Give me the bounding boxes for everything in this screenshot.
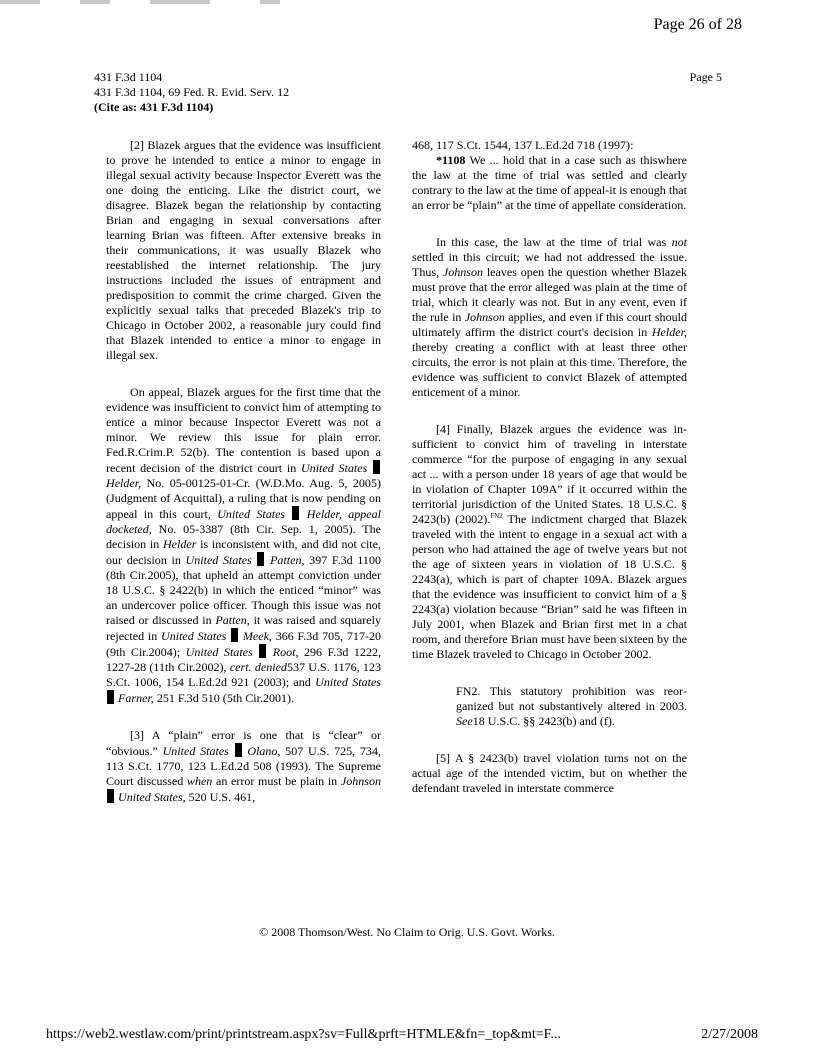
- cite-line-2: 431 F.3d 1104, 69 Fed. R. Evid. Serv. 12: [94, 85, 290, 99]
- paragraph: On appeal, Blazek argues for the first time that the evidence was insufficient to convict him of attempting to entice a minor because Inspector Everett was not a minor. We review this issue for plain error. Fed.R.Crim.P. 52(b). The contention is based upon a recent decision of the district court in United States Helder, No. 05-00125-01-Cr. (W.D.Mo. Aug. 5, 2005) (Judgment of Acquittal), a ruling that is now pending on appeal in this court, United States Helder, appeal docketed, No. 05-3387 (8th Cir. Sep. 1, 2005). The decision in Helder is inconsistent with, and did not cite, our decision in United States Patten, 397 F.3d 1100 (8th Cir.2005), that upheld an attempt conviction under 18 U.S.C. § 2422(b) in which the enticed “minor” was an undercover police officer. Though this issue was not raised or discussed in Patten, it was raised and squarely rejected in United States Meek, 366 F.3d 705, 717-20 (9th Cir.2004); United States Root, 296 F.3d 1222, 1227-28 (11th Cir.2002), cert. denied537 U.S. 1176, 123 S.Ct. 1006, 154 L.Ed.2d 921 (2003); and United States Farner, 251 F.3d 510 (5th Cir.2001).: [106, 385, 382, 705]
- cite-line-1: 431 F.3d 1104: [94, 70, 163, 84]
- paragraph: [5] A § 2423(b) travel violation turns not on the actual age of the intended victim, but on whether the defendant traveled in interstate commerce: [412, 751, 687, 795]
- right-column: [412, 138, 687, 796]
- paragraph: [2] Blazek argues that the evidence was insufficient to prove he intended to entice a minor to engage in illegal sexual activity because Inspector Everett was the one doing the enticing. Like the district court, we disagree. Blazek began the relationship by contacting Brian and engaging in sexual conversations after learning Brian was fifteen. After extensive breaks in their communications, it was usually Blazek who reestablished the internet relationship. The jury instructions included the issues of entrapment and predisposition to commit the crime charged. Given the explicitly sexual talks that preceded Blazek's trip to Chicago in October 2002, a reasonable jury could find that Blazek intended to entice a minor to engage in illegal sex.: [106, 138, 381, 362]
- block-quote: *1108 We ... hold that in a case such as thiswhere the law at the time of trial was settled and clearly contrary to the law at the time of appeal-it is enough that an error be “plain” at the time of appellate consideration.: [412, 153, 687, 212]
- cite-as: (Cite as: 431 F.3d 1104): [94, 100, 214, 114]
- redaction-mark: [231, 628, 238, 642]
- redaction-mark: [235, 743, 242, 757]
- paragraph: [4] Finally, Blazek argues the evidence was insufficient to convict him of traveling in interstate commerce “for the purpose of engaging in any sexual act ... with a person under 18 years of age that would be in violation of Chapter 109A” if it occurred within the territorial jurisdiction of the United States. 18 U.S.C. § 2423(b) (2002).$^{FN2}$ The indictment charged that Blazek traveled with the intent to engage in a sexual act with a person who had attained the age of twelve years but not the age of sixteen years in violation of 18 U.S.C. § 2243(a), which is part of chapter 109A. Blazek argues that the evidence was insufficient to convict him of a § 2243(a) violation because “Brian” said he was fifteen in July 2001, when Blazek and Brian first met in a chat room, and therefore Brian must have been sixteen by the time Blazek traveled to Chicago in October 2002.: [412, 422, 688, 661]
- redaction-mark: [107, 690, 114, 704]
- redaction-mark: [257, 552, 264, 566]
- print-url[interactable]: https://web2.westlaw.com/print/printstream.aspx?sv=Full&prft=HTMLE&fn=_top&mt=F...: [46, 1027, 561, 1042]
- left-column: [106, 138, 381, 805]
- redaction-mark: [259, 644, 266, 658]
- paragraph: 468, 117 S.Ct. 1544, 137 L.Ed.2d 718 (1997):: [412, 138, 634, 152]
- paragraph: In this case, the law at the time of trial was not settled in this circuit; we had not addressed the issue. Thus, Johnson leaves open the question whether Blazek must prove that the error alleged was plain at the time of trial, which it clearly was not. But in any event, even if the rule in Johnson applies, and even if this court should ultimately affirm the district court's decision in Helder, thereby creating a conflict with at least three other circuits, the error is not plain at this time. Therefore, the evidence was sufficient to convict Blazek of attempted enticement of a minor.: [412, 235, 688, 399]
- paragraph: [3] A “plain” error is one that is “clear” or “obvious.” United States Olano, 507 U.S. 725, 734, 113 S.Ct. 1770, 123 L.Ed.2d 508 (1993). The Supreme Court discussed when an error must be plain in Johnson United States, 520 U.S. 461,: [106, 728, 382, 804]
- citation-block: [94, 70, 289, 115]
- print-date: 2/27/2008: [701, 1027, 758, 1042]
- redaction-mark: [292, 506, 299, 520]
- copyright-footer: © 2008 Thomson/West. No Claim to Orig. U.S. Govt. Works.: [259, 925, 555, 939]
- page-counter: Page 26 of 28: [653, 16, 742, 33]
- top-edge-artifacts: [0, 0, 814, 6]
- footnote-ref[interactable]: FN2: [490, 511, 503, 520]
- page-label: Page 5: [689, 70, 722, 84]
- redaction-mark: [373, 460, 380, 474]
- redaction-mark: [107, 789, 114, 803]
- footnote: FN2. This statutory prohibition was reorganized but not substantively altered in 2003. See18 U.S.C. §§ 2423(b) and (f).: [456, 684, 687, 728]
